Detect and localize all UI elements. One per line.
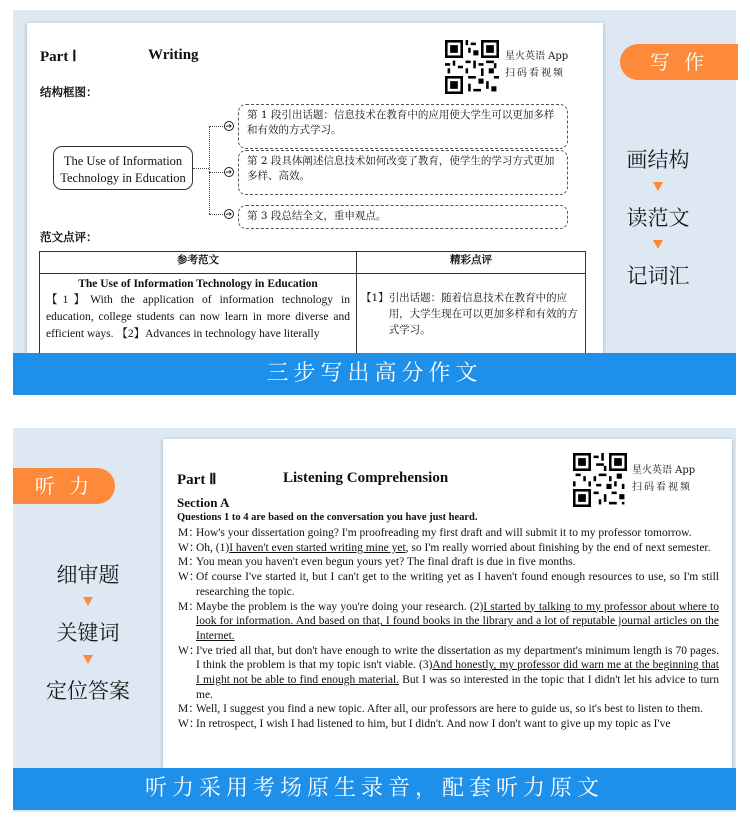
listening-banner: 听力采用考场原生录音，配套听力原文 [13,768,736,810]
dialog-line [178,570,719,599]
listening-tag: 听 力 [13,468,115,504]
connector [193,168,209,169]
speaker-label: M： [178,556,200,569]
speaker-label: W： [178,571,201,584]
dialog-text [196,570,719,599]
qr-caption-app: 星火英语 App [632,465,696,476]
dialog-text-underlined: I haven't even started writing mine yet [229,541,406,554]
comment-marker: 【1】 [361,292,389,304]
comment-cell [357,274,586,354]
dialog-text-underlined: And honestly, my professor did warn me at the beginning that I might not be able to find enough material. [196,659,719,687]
dialog-line [178,702,719,717]
dialog-line [178,526,719,541]
essay-table [39,251,586,353]
circle-arrow-icon: ➜ [224,121,234,131]
dialog-text-plain: In retrospect, I wish I had listened to him, but I didn't. And now I don't want to give up my topic as I've [196,718,671,731]
connector [209,126,210,214]
conversation-transcript [178,526,719,732]
table-header-comment: 精彩点评 [357,252,586,274]
comment-text: 引出话题：随着信息技术在教育中的应用，大学生现在可以更加多样和有效的方式学习。 [388,292,578,336]
writing-sample-page [27,23,603,353]
part-number: Part Ⅱ [177,472,217,488]
speaker-label: W： [178,541,201,554]
dialog-line [178,644,719,703]
dialog-text-plain: I've tried all that, but don't have enough to write the dissertation as my department's minimum length is 70 pages. I think the problem is that my topic isn't viable. (3) [196,644,719,672]
dialog-text [196,541,719,556]
speaker-label: W： [178,718,201,731]
qr-code-icon[interactable] [445,40,499,94]
listening-sample-page [163,439,732,768]
dialog-line [178,600,719,644]
dialog-line [178,555,719,570]
dialog-text-plain: Oh, (1) [196,541,230,554]
writing-tag: 写 作 [620,44,738,80]
down-triangle-icon [83,597,93,606]
qr-code-icon[interactable] [573,453,627,507]
diagram-center-line1: The Use of Information [63,154,183,168]
dialog-text-plain: , so I'm really worried about finishing by the end of next semester. [405,541,711,554]
speaker-label: M： [178,703,200,716]
dialog-text-plain: Well, I suggest you find a new topic. After all, our professors are here to guide us, so it's best to listen to them. [196,703,704,716]
circle-arrow-icon: ➜ [224,167,234,177]
diagram-center-line2: Technology in Education [60,171,186,185]
review-label: 范文点评： [40,230,98,244]
diagram-center-box [53,146,193,190]
section-title: Section A [177,495,230,510]
dialog-text [196,702,719,717]
essay-cell [40,274,357,354]
circle-arrow-icon: ➜ [224,209,234,219]
listening-step-3: 定位答案 [46,679,130,703]
speaker-label: W： [178,644,201,657]
part-title: Listening Comprehension [283,470,449,486]
dialog-text-plain: How's your dissertation going? I'm proofreading my first draft and will submit it to my professor tomorrow. [196,527,692,539]
dialog-text [196,526,719,541]
dialog-text-plain: You mean you haven't even begun yours yet? The final draft is due in five months. [196,556,576,569]
qr-caption-app: 星火英语 App [505,51,569,62]
speaker-label: M： [178,600,200,613]
question-instruction: Questions 1 to 4 are based on the conversation you have just heard. [177,512,478,523]
dialog-line [178,717,719,732]
writing-step-1: 画结构 [626,148,690,172]
down-triangle-icon [653,240,663,249]
dialog-text [196,717,719,732]
listening-step-2: 关键词 [56,621,120,645]
qr-caption-video: 扫码看视频 [632,482,692,493]
diagram-para3-box: 第 3 段总结全文，重申观点。 [238,205,568,229]
qr-caption-video: 扫码看视频 [505,68,565,79]
writing-banner: 三步写出高分作文 [13,353,736,395]
down-triangle-icon [83,655,93,664]
part-title: Writing [148,47,199,63]
down-triangle-icon [653,182,663,191]
table-header-essay: 参考范文 [40,252,357,274]
dialog-line [178,541,719,556]
dialog-text-plain: Of course I've started it, but I can't get to the writing yet as I haven't found enough resources to use, so I'm still researching the topic. [196,571,719,598]
essay-text: 【1】With the application of information technology in education, college students can now learn in more diverse and efficient ways. 【2】Advances in technology have literally [46,294,350,340]
dialog-text [196,600,719,644]
dialog-text [196,644,719,703]
dialog-text-plain: Maybe the problem is the way you're doing your research. (2) [196,600,484,613]
diagram-para2-box: 第 2 段具体阐述信息技术如何改变了教育，使学生的学习方式更加多样、高效。 [238,150,568,195]
structure-label: 结构框图： [40,85,98,99]
part-number: Part Ⅰ [40,49,77,65]
dialog-text [196,555,719,570]
writing-step-3: 记词汇 [626,264,690,288]
dialog-text-underlined: I started by talking to my professor about where to look for information. And based on that, I found books in the library and a lot of reputable journal articles on the Internet. [196,600,719,642]
essay-title: The Use of Information Technology in Education [78,278,318,290]
dialog-text-plain: But I was so interested in the topic that I didn't let his advice to turn me. [196,674,719,701]
writing-step-2: 读范文 [626,206,690,230]
listening-step-1: 细审题 [56,563,120,587]
speaker-label: M： [178,527,200,539]
diagram-para1-box: 第 1 段引出话题：信息技术在教育中的应用使大学生可以更加多样和有效的方式学习。 [238,104,568,149]
